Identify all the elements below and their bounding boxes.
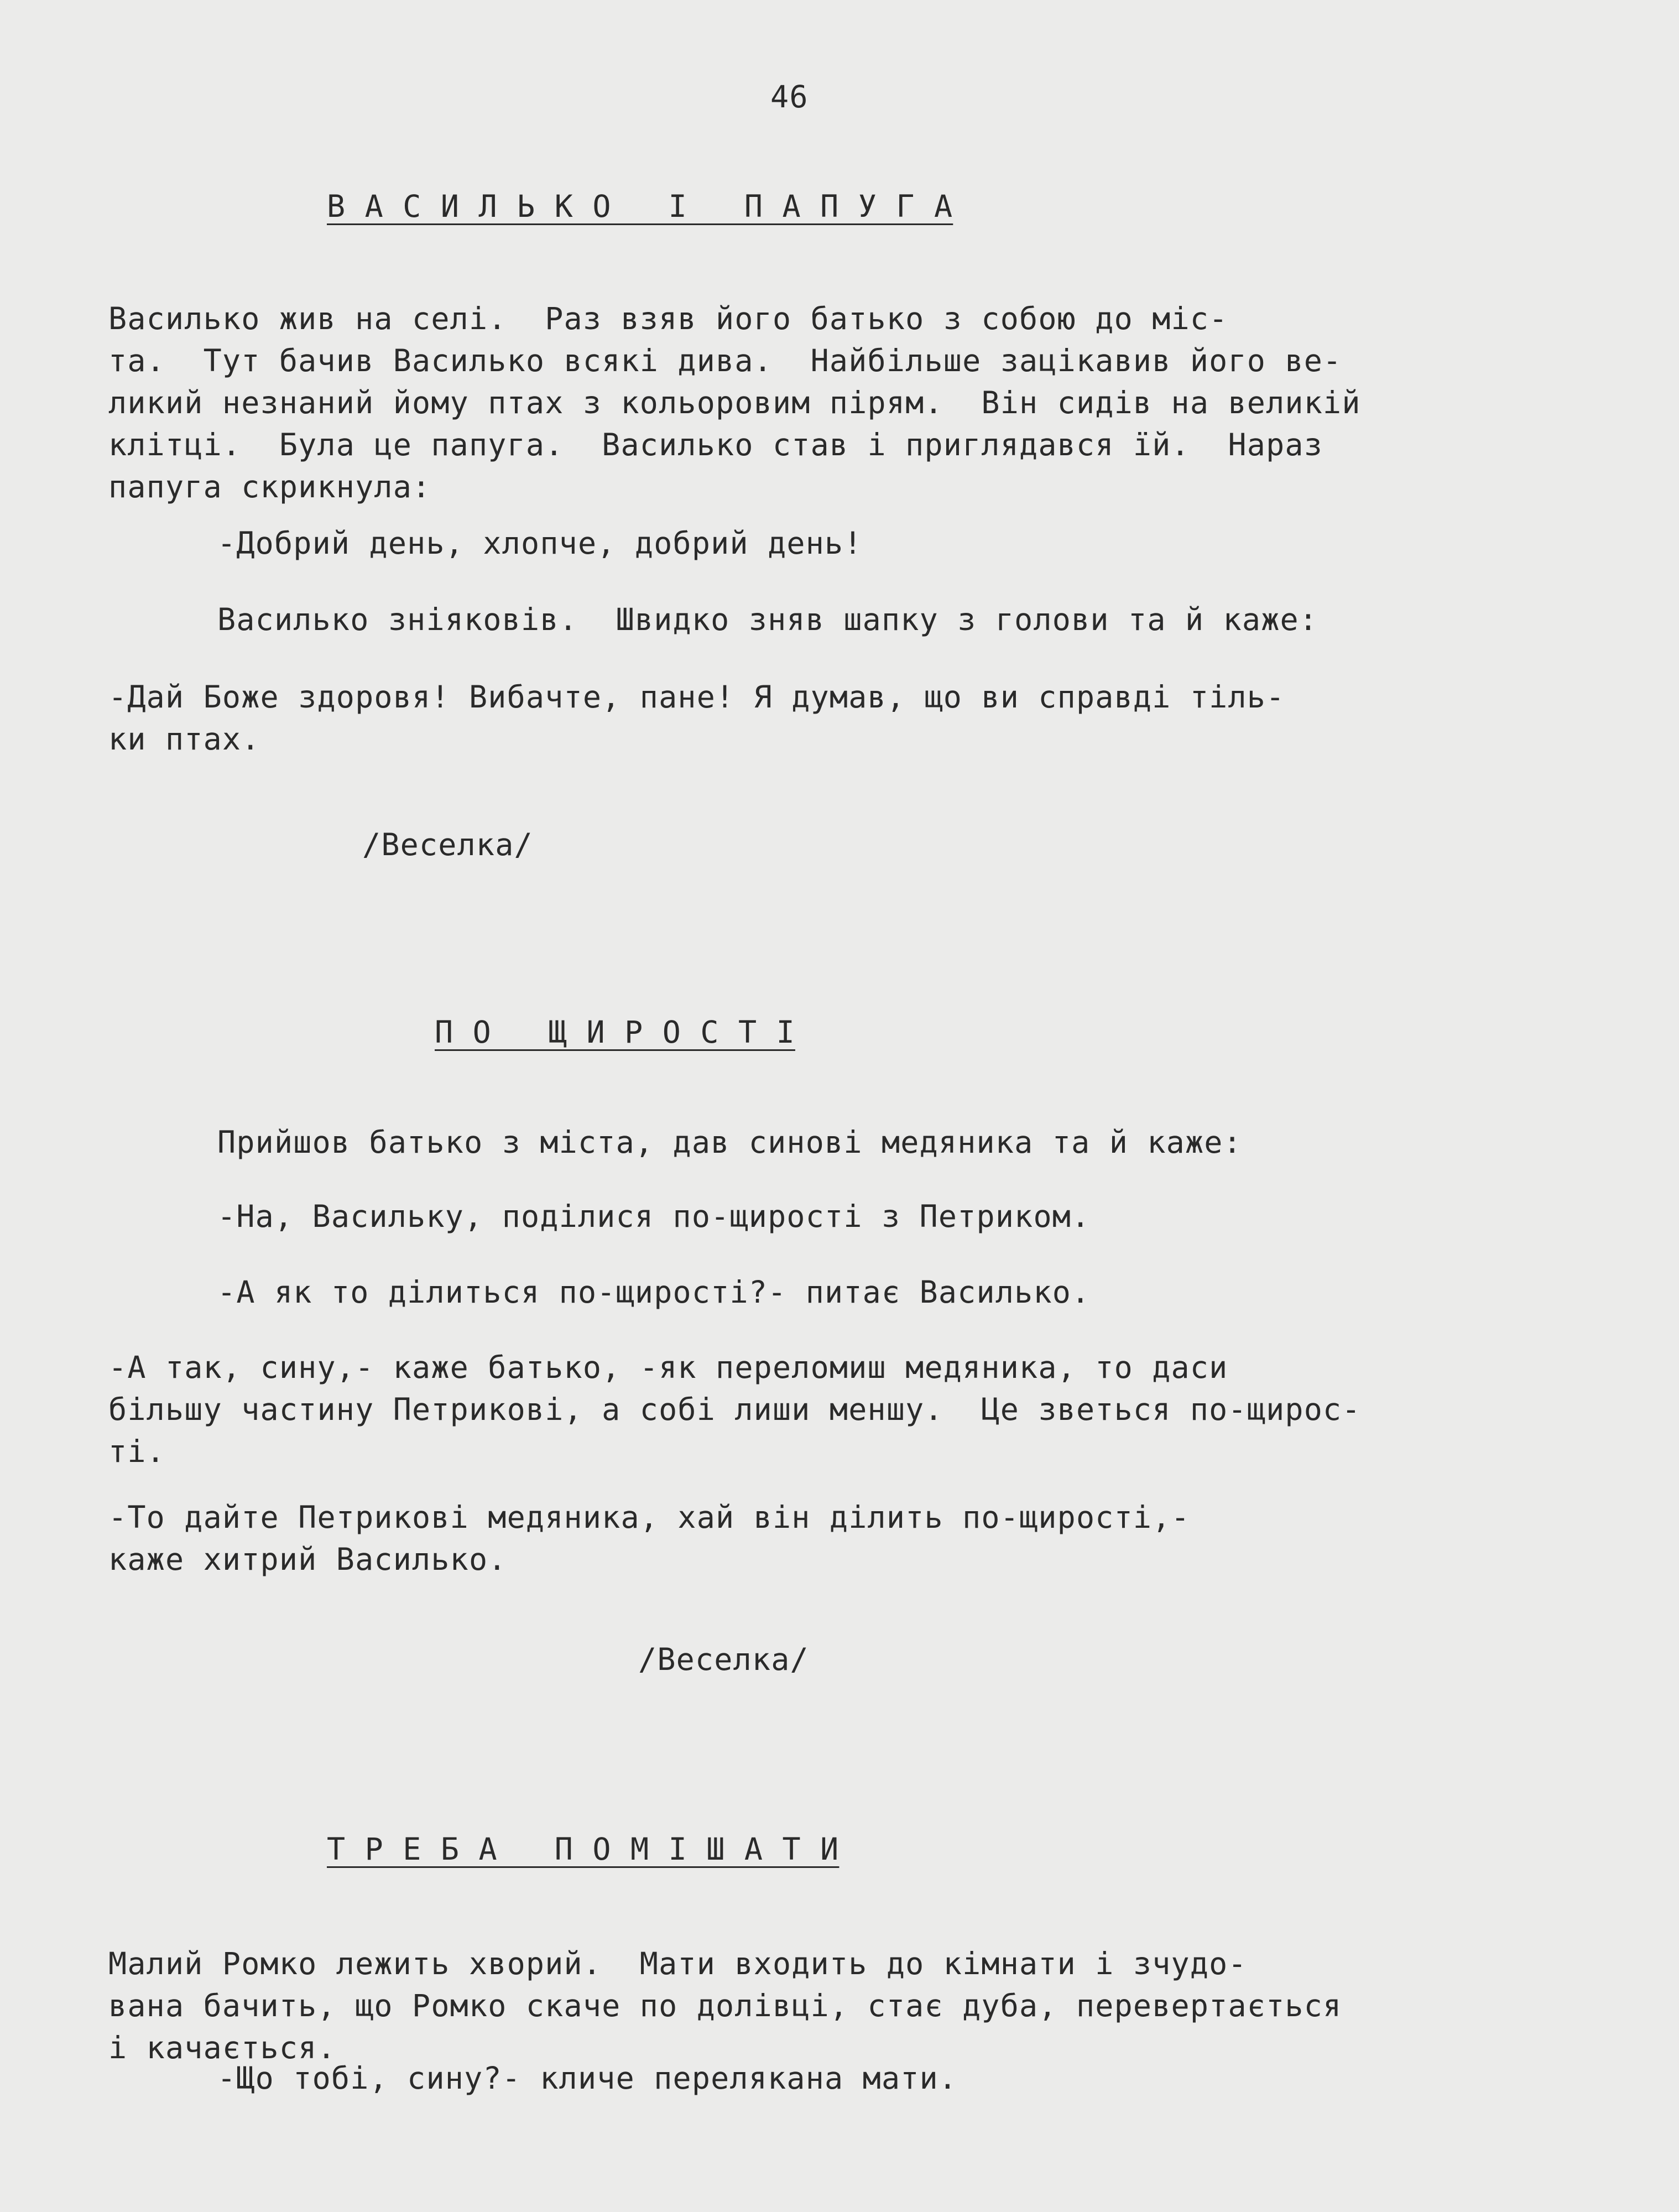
story-source: /Веселка/	[362, 827, 533, 862]
story-paragraph: -А так, сину,- каже батько, -як переломиш медяника, то даси більшу частину Петрикові, а собі лиши меншу. Це зветься по-щирос- ті.	[108, 1350, 1361, 1469]
story-paragraph: -На, Васильку, поділися по-щирості з Петриком.	[217, 1199, 1091, 1234]
page-number: 46	[770, 79, 809, 114]
story-title: Т Р Е Б А П О М І Ш А Т И	[327, 1831, 839, 1867]
story-paragraph: -То дайте Петрикові медяника, хай він ділить по-щирості,- каже хитрий Василько.	[108, 1500, 1190, 1577]
story-paragraph: Малий Ромко лежить хворий. Мати входить до кімнати і зчудо- вана бачить, що Ромко скаче по долівці, стає дуба, перевертається і качається.	[108, 1946, 1342, 2065]
story-title: В А С И Л Ь К О І П А П У Г А	[327, 189, 953, 224]
story-paragraph: Василько зніяковів. Швидко зняв шапку з голови та й каже:	[217, 602, 1318, 637]
story-title: П О Щ И Р О С Т І	[435, 1014, 795, 1050]
story-paragraph: -А як то ділиться по-щирості?- питає Василько.	[217, 1274, 1091, 1310]
story-paragraph: Василько жив на селі. Раз взяв його батько з собою до міс- та. Тут бачив Василько всякі дива. Найбільше зацікавив його ве- ликий незнаний йому птах з кольоровим пірям. Він сидів на великій клітці. Була це папуга. Василько став і приглядався їй. Нараз папуга скрикнула:	[108, 301, 1361, 504]
story-paragraph: Прийшов батько з міста, дав синові медяника та й каже:	[217, 1125, 1242, 1160]
story-paragraph: -Що тобі, сину?- кличе перелякана мати.	[217, 2060, 958, 2096]
story-source: /Веселка/	[638, 1642, 809, 1677]
story-paragraph: -Дай Боже здоровя! Вибачте, пане! Я думав, що ви справді тіль- ки птах.	[108, 679, 1285, 757]
story-paragraph: -Добрий день, хлопче, добрий день!	[217, 525, 863, 561]
